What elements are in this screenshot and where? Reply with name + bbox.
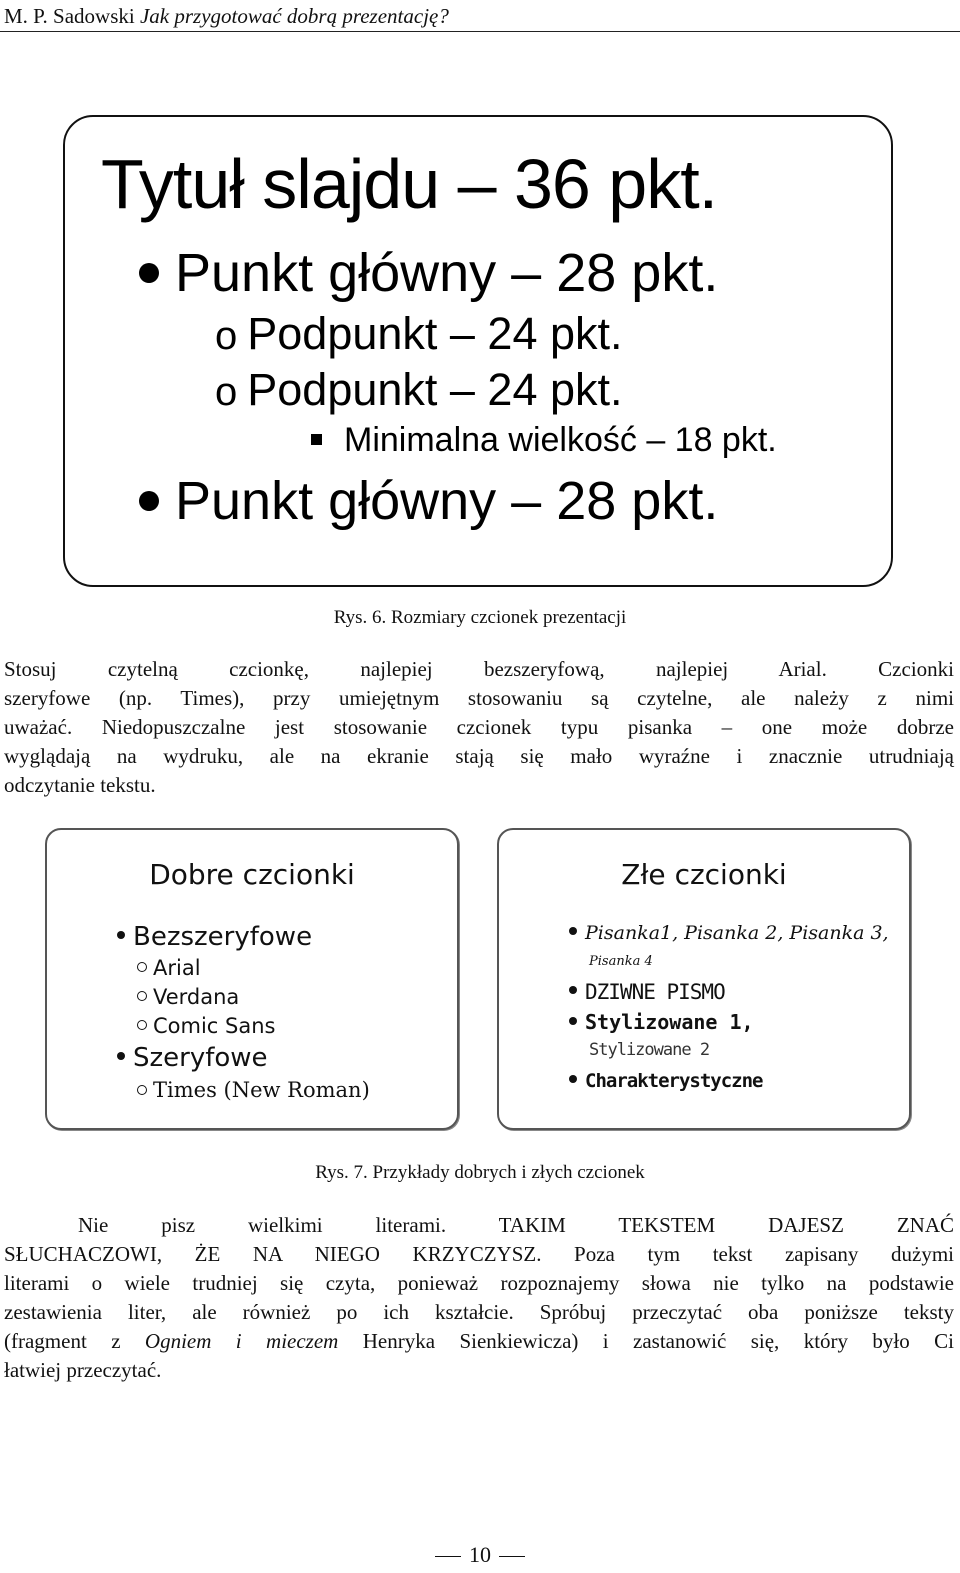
good-item-comic: Comic Sans xyxy=(137,1014,275,1038)
paragraph-line: wyglądają na wydruku, ale na ekranie stają się mało wyraźne i znacznie utrudniają xyxy=(4,744,954,768)
circle-bullet-icon xyxy=(137,1020,147,1030)
bullet-icon xyxy=(117,1052,125,1060)
bad-item-stylized: Stylizowane 1, xyxy=(569,1010,754,1034)
circle-bullet-icon xyxy=(137,1085,147,1095)
bad-item-script: Pisanka1, Pisanka 2, Pisanka 3, xyxy=(569,922,889,944)
bad-item-strange: DZIWNE PISMO xyxy=(569,980,725,1004)
circle-bullet-icon: o xyxy=(215,370,238,414)
paragraph-line: zestawienia liter, ale również po ich kształcie. Spróbuj przeczytać oba poniższe teksty xyxy=(4,1300,954,1324)
font-size-slide xyxy=(63,115,893,587)
page-header xyxy=(4,4,956,28)
figure-caption-6: Rys. 6. Rozmiary czcionek prezentacji xyxy=(333,607,627,628)
bullet-icon xyxy=(569,1017,577,1025)
good-group-serif: Szeryfowe xyxy=(117,1043,268,1073)
header-author: M. P. Sadowski xyxy=(4,4,135,28)
figure-caption-7: Rys. 7. Przykłady dobrych i złych czcionek xyxy=(315,1162,645,1183)
bullet-icon xyxy=(139,491,159,511)
paragraph-line: Nie pisz wielkimi literami. TAKIM TEKSTEM DAJESZ ZNAĆ xyxy=(78,1213,954,1237)
good-item-times: Times (New Roman) xyxy=(137,1078,370,1102)
minimal-size-point: Minimalna wielkość – 18 pkt. xyxy=(311,419,777,461)
main-point-1: Punkt główny – 28 pkt. xyxy=(139,241,718,305)
sub-point-1: o Podpunkt – 24 pkt. xyxy=(215,307,623,363)
bad-item-script-cont: Pisanka 4 xyxy=(589,954,653,969)
main-point-2: Punkt główny – 28 pkt. xyxy=(139,469,718,533)
paragraph-line: literami o wiele trudniej się czyta, ponieważ rozpoznajemy słowa nie tylko na podstawie xyxy=(4,1271,954,1295)
paragraph-line: szeryfowe (np. Times), przy umiejętnym stosowaniu są czytelne, ale należy z nimi xyxy=(4,686,954,710)
bullet-icon xyxy=(569,1075,577,1083)
good-fonts-slide xyxy=(45,828,459,1130)
bullet-icon xyxy=(569,927,577,935)
slide-title-example: Tytuł slajdu – 36 pkt. xyxy=(101,145,718,223)
bad-item-stylized-cont: Stylizowane 2 xyxy=(589,1040,710,1060)
book-title: Ogniem i mieczem xyxy=(144,1329,339,1353)
paragraph-line: uważać. Niedopuszczalne jest stosowanie czcionek typu pisanka – one może dobrze xyxy=(4,715,954,739)
bad-item-characteristic: Charakterystyczne xyxy=(569,1070,762,1092)
good-item-arial: Arial xyxy=(137,956,201,980)
page-number: 10 xyxy=(0,1543,960,1567)
good-fonts-title: Dobre czcionki xyxy=(149,858,355,891)
circle-bullet-icon xyxy=(137,962,147,972)
paragraph-line: Stosuj czytelną czcionkę, najlepiej bezszeryfową, najlepiej Arial. Czcionki xyxy=(4,657,954,681)
bullet-icon xyxy=(139,263,159,283)
dash-right xyxy=(499,1556,525,1557)
dash-left xyxy=(435,1556,461,1557)
paragraph-line: (fragment z Ogniem i mieczem Henryka Sienkiewicza) i zastanowić się, który było Ci xyxy=(4,1329,954,1353)
paragraph-line: odczytanie tekstu. xyxy=(4,773,156,797)
good-group-sans: Bezszeryfowe xyxy=(117,922,312,952)
paragraph-line: łatwiej przeczytać. xyxy=(4,1358,162,1382)
bullet-icon xyxy=(117,931,125,939)
sub-point-2: o Podpunkt – 24 pkt. xyxy=(215,363,623,419)
paragraph-line: SŁUCHACZOWI, ŻE NA NIEGO KRZYCZYSZ. Poza tym tekst zapisany dużymi xyxy=(4,1242,954,1266)
circle-bullet-icon: o xyxy=(215,314,238,358)
paragraph-fonts xyxy=(4,655,954,800)
header-rule xyxy=(0,31,960,32)
circle-bullet-icon xyxy=(137,991,147,1001)
bad-fonts-slide xyxy=(497,828,911,1130)
square-bullet-icon xyxy=(311,434,322,445)
paragraph-uppercase xyxy=(4,1211,954,1385)
header-title: Jak przygotować dobrą prezentację? xyxy=(139,4,449,28)
bullet-icon xyxy=(569,986,577,994)
good-item-verdana: Verdana xyxy=(137,985,239,1009)
bad-fonts-title: Złe czcionki xyxy=(621,858,787,891)
